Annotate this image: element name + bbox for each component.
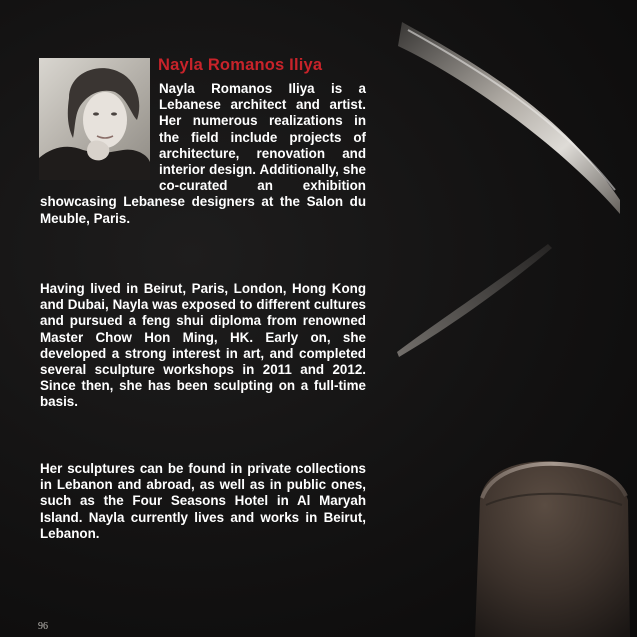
bio-paragraph-2: Having lived in Beirut, Paris, London, Hong Kong and Dubai, Nayla was exposed to different cultures and pursued a feng shui diploma from renowned Master Chow Hon Ming, HK. Early on, she developed a strong interest in art, and completed several sculpture workshops in 2011 and 2012. Since then, she has been sculpting on a full-time basis. [40, 281, 366, 410]
bio-intro-block [40, 81, 366, 227]
bio-paragraph-3: Her sculptures can be found in private collections in Lebanon and abroad, as well as in public ones, such as the Four Seasons Hotel in Al Maryah Island. Nayla currently lives and works in Beirut, Lebanon. [40, 461, 366, 541]
page-number: 96 [38, 621, 48, 632]
bio-paragraph-1: Nayla Romanos Iliya is a Lebanese architect and artist. Her numerous realizations in the field include projects of architecture, renovation and interior design. Additionally, she co-curated an exhibition showcasing Lebanese designers at the Salon du Meuble, Paris. [40, 81, 366, 226]
portrait-wrap-spacer [40, 81, 159, 194]
artist-name-title: Nayla Romanos Iliya [158, 56, 323, 74]
